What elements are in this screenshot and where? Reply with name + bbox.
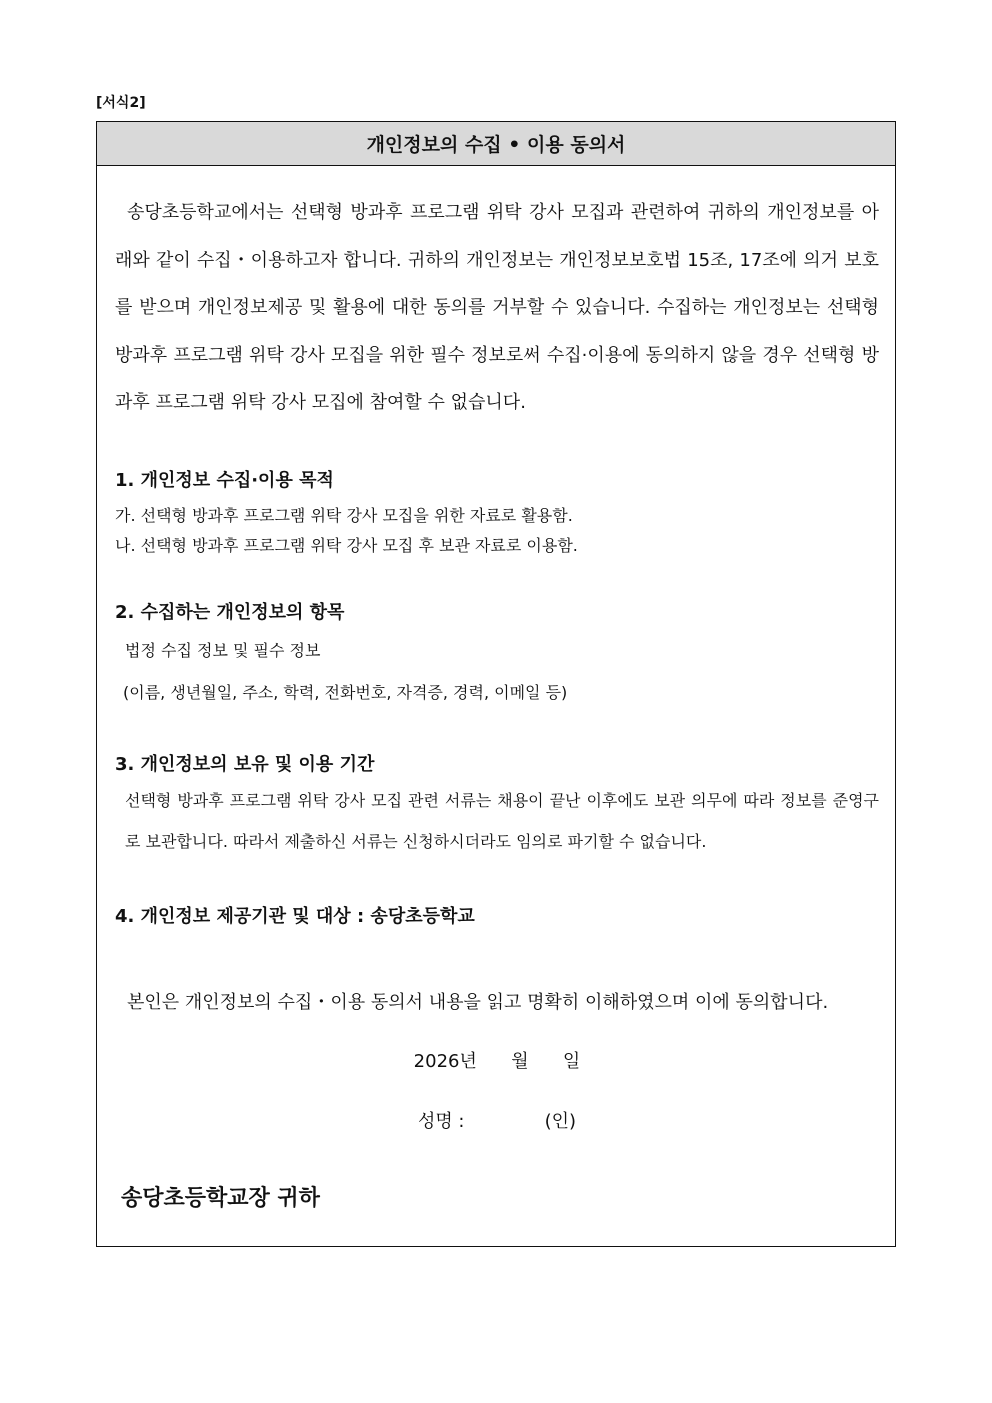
intro-paragraph: 송당초등학교에서는 선택형 방과후 프로그램 위탁 강사 모집과 관련하여 귀하의 개인정보를 아래와 같이 수집・이용하고자 합니다. 귀하의 개인정보는 개인정보보호법 15조, 17조에 의거 보호를 받으며 개인정보제공 및 활용에 대한 동의를 거부할 수 있습니다. 수집하는 개인정보는 선택형 방과후 프로그램 위탁 강사 모집을 위한 필수 정보로써 수집·이용에 동의하지 않을 경우 선택형 방과후 프로그램 위탁 강사 모집에 참여할 수 없습니다. — [115, 202, 879, 413]
addressee: 송당초등학교장 귀하 — [121, 1186, 320, 1211]
section-1-item-b: 나. 선택형 방과후 프로그램 위탁 강사 모집 후 보관 자료로 이용함. — [115, 536, 578, 555]
document-title: 개인정보의 수집 • 이용 동의서 — [97, 122, 895, 166]
section-1-item-a: 가. 선택형 방과후 프로그램 위탁 강사 모집을 위한 자료로 활용함. — [115, 506, 573, 525]
section-2-line-1: 법정 수집 정보 및 필수 정보 — [125, 641, 321, 660]
section-4-heading: 4. 개인정보 제공기관 및 대상 : 송당초등학교 — [115, 906, 475, 927]
signature-line: 성명 : (인) — [417, 1111, 577, 1132]
section-3-heading: 3. 개인정보의 보유 및 이용 기간 — [115, 754, 375, 775]
consent-form-frame — [96, 121, 896, 1247]
section-2-line-2: (이름, 생년월일, 주소, 학력, 전화번호, 자격증, 경력, 이메일 등) — [123, 683, 568, 702]
date-line: 2026년 월 일 — [413, 1051, 581, 1072]
section-3-paragraph: 선택형 방과후 프로그램 위탁 강사 모집 관련 서류는 채용이 끝난 이후에도 보관 의무에 따라 정보를 준영구로 보관합니다. 따라서 제출하신 서류는 신청하시더라도 임의로 파기할 수 없습니다. — [125, 791, 879, 851]
section-1-heading: 1. 개인정보 수집·이용 목적 — [115, 470, 334, 491]
section-2-heading: 2. 수집하는 개인정보의 항목 — [115, 602, 345, 623]
form-number-label: [서식2] — [96, 95, 146, 111]
agreement-statement: 본인은 개인정보의 수집・이용 동의서 내용을 읽고 명확히 이해하였으며 이에 동의합니다. — [127, 992, 829, 1013]
